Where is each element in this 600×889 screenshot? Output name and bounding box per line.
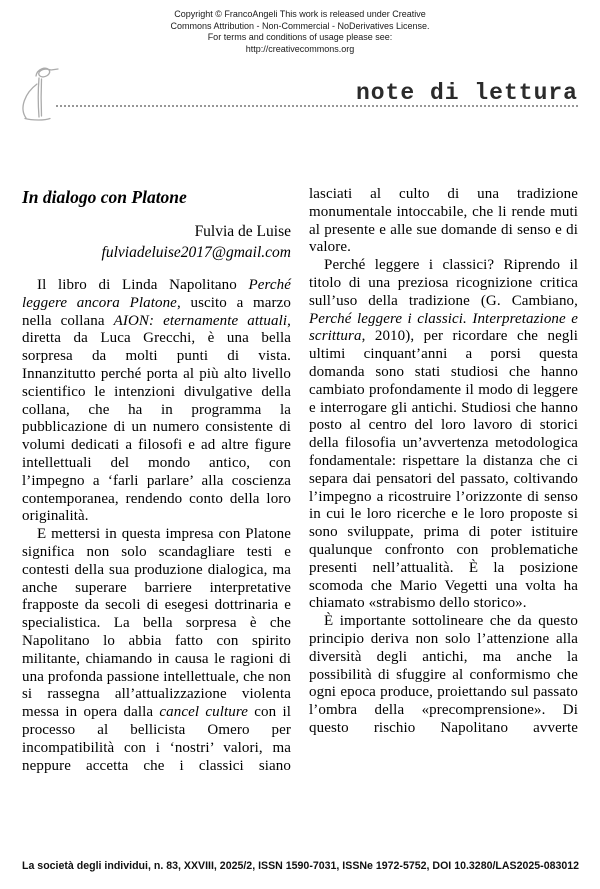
- author-name: Fulvia de Luise: [194, 223, 291, 240]
- journal-citation: La società degli individui, n. 83, XXVIII, 2025/2, ISSN 1590-7031, ISSNe 1972-5752, DOI 10.3280/LAS2025-083012: [22, 860, 580, 872]
- paragraph: Perché leggere i classici? Riprendo il titolo di una preziosa ricognizione critica sull’uso della tradizione (G. Cambiano, Perché leggere i classici. Interpretazione e scrittura, 2010), per ricordare che negli ultimi cinquant’anni a porsi questa domanda sono stati studiosi che hanno cambiato profondamente il modo di leggere e interrogare gli antichi. Studiosi che hanno posto al centro del loro lavoro di storici della filosofia un’avvertenza metodologica fondamentale: rispettare la distanza che ci separa dai pensatori del passato, coltivando l’impegno a ricostruire l’orizzonte di senso in cui le loro ricerche e le loro proposte si sono sviluppate, prima di poter istituire qualunque confronto con problematiche presenti nell’attualità. È la posizione scomoda che Mario Vegetti una volta ha chiamato «strabismo dello storico».: [309, 257, 578, 612]
- sketched-figure-icon: [15, 62, 63, 124]
- right-column: [309, 186, 578, 775]
- copyright-line: Copyright © FrancoAngeli This work is released under Creative: [174, 9, 426, 19]
- article: [22, 186, 578, 775]
- two-column-layout: [22, 186, 578, 775]
- copyright-line: Commons Attribution - Non-Commercial - NoDerivatives License.: [170, 20, 430, 31]
- left-column: [22, 186, 291, 775]
- paragraph: E mettersi in questa impresa con Platone significa non solo scandagliare testi e contesti della sua produzione dialogica, ma anche superare barriere interpretative frapposte da secoli di esegesi dottrinaria e specialistica. La bella sorpresa è che Napolitano lo abbia fatto con spirito militante, chiamando in causa le ragioni di una profonda passione intellettuale, che non si rassegna all’attualizzazione violenta messa in opera dalla cancel culture con il processo al bellicista Omero per incompatibilità con i ‘nostri’ valori, ma neppure accetta che i classici siano: [22, 526, 291, 774]
- paragraph: È importante sottolineare che da questo principio deriva non solo l’attenzione alla diversità degli antichi, ma anche la possibilità di sfuggire al conformismo che ogni epoca produce, proiettando sul passato l’ombra della «precomprensione». Di questo rischio Napolitano avverte: [309, 613, 578, 736]
- paragraph: lasciati al culto di una tradizione monumentale intoccabile, che li rende muti al presente e alle sue domande di senso e di valore.: [309, 186, 578, 256]
- copyright-line: http://creativecommons.org: [245, 43, 355, 54]
- section-title: note di lettura: [355, 79, 578, 106]
- byline: [22, 222, 291, 263]
- copyright-notice: [0, 9, 600, 55]
- article-title: In dialogo con Platone: [22, 187, 187, 207]
- copyright-line: For terms and conditions of usage please see:: [207, 32, 393, 42]
- paragraph: Il libro di Linda Napolitano Perché leggere ancora Platone, uscito a marzo nella collana AION: eternamente attuali, diretta da Luca Grecchi, è una bella sorpresa da molti punti di vista. Innanzitutto perché porta al più alto livello scientifico le intenzioni divulgative della collana, che ha in programma la pubblicazione di un numero consistente di volumi dedicati a filosofi e ad altre figure intellettuali del mondo antico, con l’impegno a ‘farli parlare’ alla coscienza contemporanea, rendendo conto della loro originalità.: [22, 277, 292, 525]
- author-email: fulviadeluise2017@gmail.com: [101, 243, 291, 261]
- rubric-header: [22, 62, 578, 124]
